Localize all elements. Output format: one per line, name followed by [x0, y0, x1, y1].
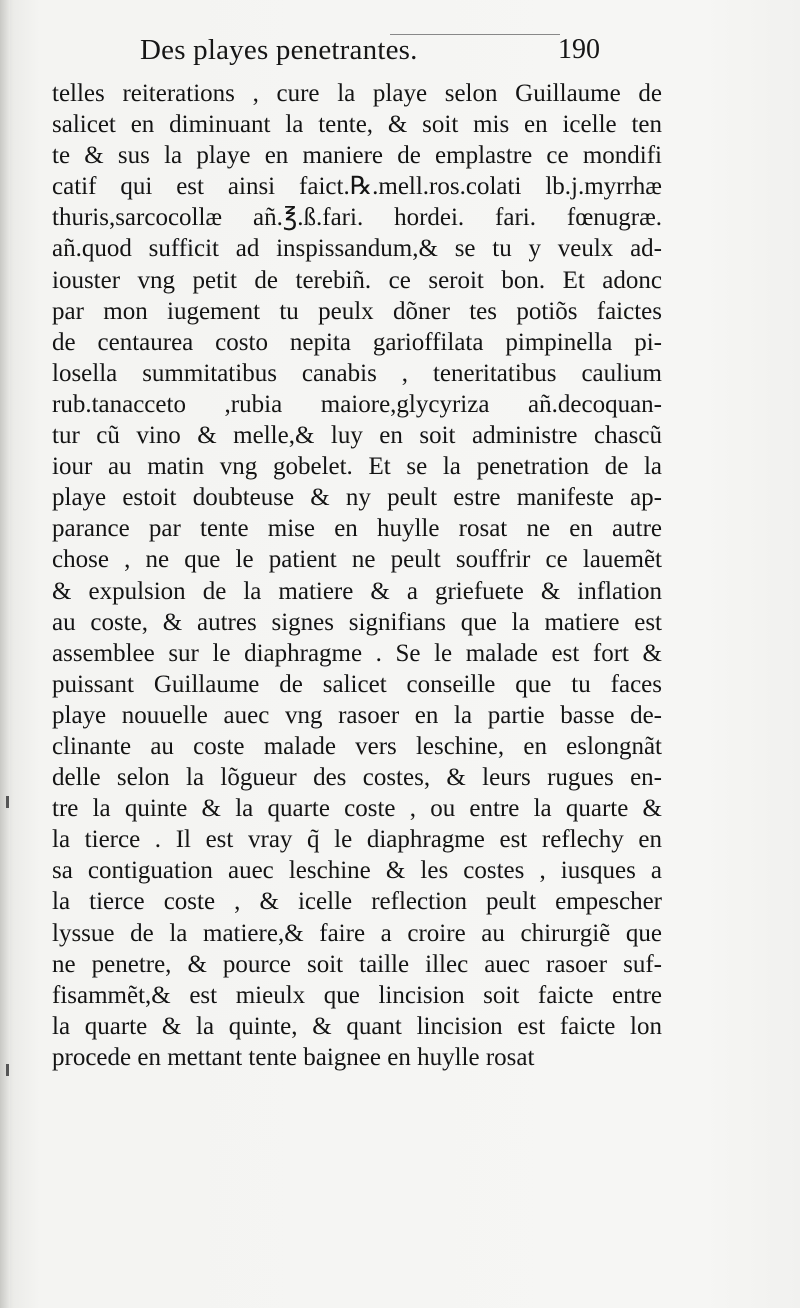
text-line: te & sus la playe en maniere de emplastre ce mondifi: [52, 142, 662, 170]
text-line: playe nouuelle auec vng rasoer en la partie basse de-: [52, 701, 662, 729]
page-header: [140, 34, 620, 74]
text-line: procede en mettant tente baignee en huylle rosat: [52, 1043, 535, 1071]
text-line: fisammẽt,& est mieulx que lincision soit faicte entre: [52, 981, 662, 1009]
page-number: 190: [558, 34, 600, 65]
page-gutter-edge: [0, 0, 10, 1308]
text-line: losella summitatibus canabis , teneritatibus caulium: [52, 359, 662, 387]
text-line: la quarte & la quinte, & quant lincision est faicte lon: [52, 1012, 662, 1040]
body-text: [52, 78, 662, 1073]
text-line: rub.tanacceto ,rubia maiore,glycyriza añ.decoquan-: [52, 390, 662, 418]
text-line: puissant Guillaume de salicet conseille que tu faces: [52, 670, 662, 698]
text-line: la tierce coste , & icelle reflection peult empescher: [52, 888, 662, 916]
text-line: parance par tente mise en huylle rosat ne en autre: [52, 515, 662, 543]
margin-mark: [6, 796, 9, 808]
text-line: iouster vng petit de terebiñ. ce seroit bon. Et adonc: [52, 266, 662, 294]
margin-mark: [6, 1064, 9, 1076]
text-line: par mon iugement tu peulx dõner tes potiõs faictes: [52, 297, 662, 325]
text-line: assemblee sur le diaphragme . Se le malade est fort &: [52, 639, 662, 667]
text-line: playe estoit doubteuse & ny peult estre manifeste ap-: [52, 484, 662, 512]
text-line: lyssue de la matiere,& faire a croire au chirurgiẽ que: [52, 919, 662, 947]
text-line: & expulsion de la matiere & a griefuete & inflation: [52, 577, 662, 605]
text-line: la tierce . Il est vray q̃ le diaphragme est reflechy en: [52, 826, 662, 854]
text-line: añ.quod sufficit ad inspissandum,& se tu y veulx ad-: [52, 235, 662, 263]
text-line: chose , ne que le patient ne peult souffrir ce lauemẽt: [52, 546, 662, 574]
text-line: clinante au coste malade vers leschine, en eslongnãt: [52, 732, 662, 760]
text-line: sa contiguation auec leschine & les costes , iusques a: [52, 857, 662, 885]
text-line: tur cũ vino & melle,& luy en soit administre chascũ: [52, 422, 662, 450]
text-line: telles reiterations , cure la playe selon Guillaume de: [52, 80, 662, 107]
text-line: salicet en diminuant la tente, & soit mis en icelle ten: [52, 111, 662, 139]
text-line: de centaurea costo nepita garioffilata pimpinella pi-: [52, 328, 662, 356]
text-line: delle selon la lõgueur des costes, & leurs rugues en-: [52, 764, 662, 792]
text-line: au coste, & autres signes signifians que la matiere est: [52, 608, 662, 636]
text-line: thuris,sarcocollæ añ.℥.ß.fari. hordei. fari. fœnugræ.: [52, 204, 662, 232]
running-title: Des playes penetrantes.: [140, 34, 418, 66]
text-line: iour au matin vng gobelet. Et se la penetration de la: [52, 453, 662, 481]
text-line: ne penetre, & pource soit taille illec auec rasoer suf-: [52, 950, 662, 978]
text-line: catif qui est ainsi faict.℞.mell.ros.colati lb.j.myrrhæ: [52, 173, 662, 201]
text-line: tre la quinte & la quarte coste , ou entre la quarte &: [52, 795, 662, 823]
